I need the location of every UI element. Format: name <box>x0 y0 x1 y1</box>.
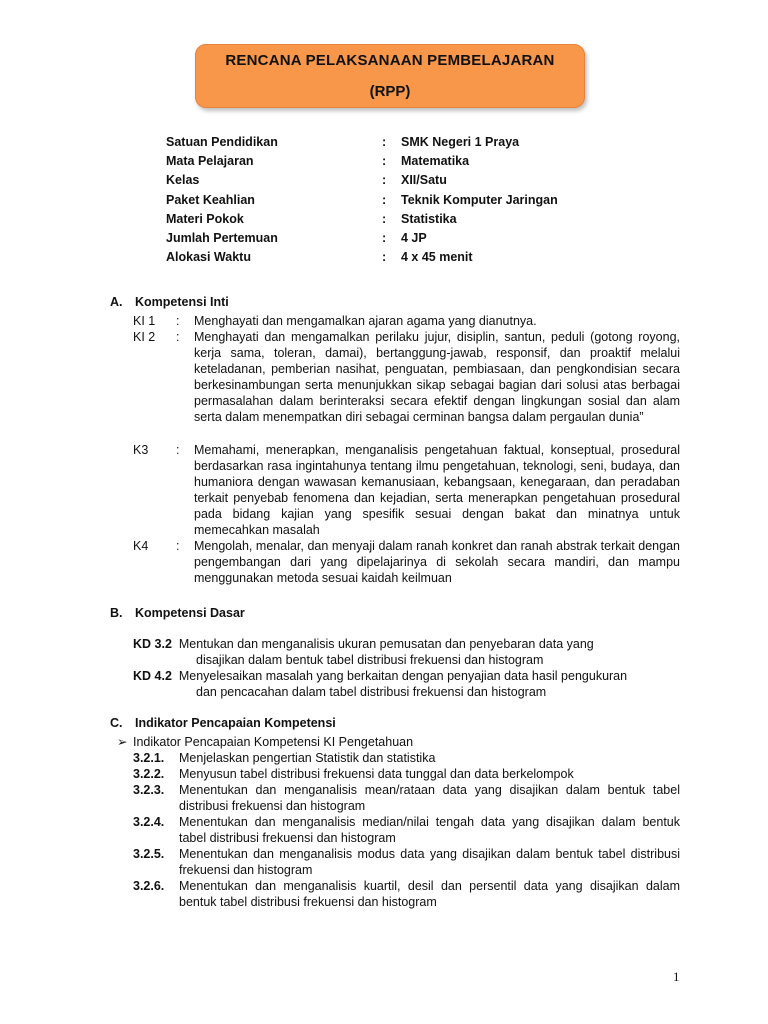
indicator-text: Menentukan dan menganalisis modus data yang disajikan dalam bentuk tabel distribusi frekuensi dan histogram <box>179 847 680 877</box>
document-title: RENCANA PELAKSANAAN PEMBELAJARAN <box>225 52 555 69</box>
identity-label: Satuan Pendidikan <box>166 135 278 149</box>
kd-text-line2: dan pencacahan dalam tabel distribusi frekuensi dan histogram <box>196 685 547 699</box>
indicator-number: 3.2.4. <box>133 815 165 829</box>
kd-text-line2: disajikan dalam bentuk tabel distribusi frekuensi dan histogram <box>196 653 544 667</box>
ki-colon: : <box>176 330 180 344</box>
ki-text: Menghayati dan mengamalkan ajaran agama yang dianutnya. <box>194 314 537 328</box>
indicator-text: Menentukan dan menganalisis mean/rataan data yang disajikan dalam bentuk tabel distribusi frekuensi dan histogram <box>179 783 680 813</box>
identity-label: Jumlah Pertemuan <box>166 230 278 245</box>
section-letter: C. <box>110 716 123 730</box>
kd-code: KD 3.2 <box>133 637 172 651</box>
identity-value: Teknik Komputer Jaringan <box>401 192 558 207</box>
indicator-text: Menjelaskan pengertian Statistik dan statistika <box>179 751 436 765</box>
indicator-item <box>133 750 680 766</box>
ki-code: KI 1 <box>133 314 156 328</box>
identity-colon: : <box>382 192 387 207</box>
indicator-number: 3.2.2. <box>133 767 165 781</box>
identity-value: Matematika <box>401 154 470 169</box>
indicator-subheading-text: Indikator Pencapaian Kompetensi KI Pengetahuan <box>133 735 414 749</box>
indicator-item <box>133 878 680 910</box>
indicator-number: 3.2.3. <box>133 783 165 797</box>
ki-text: Memahami, menerapkan, menganalisis pengetahuan faktual, konseptual, prosedural berdasarkan rasa ingintahunya tentang ilmu pengetahuan, teknologi, seni, budaya, dan humaniora dengan wawasan kemanusiaan, kebangsaan, kenegaraan, dan peradaban terkait penyebab fenomena dan kejadian, serta menerapkan pengetahuan prosedural pada bidang kajian yang spesifik sesuai dengan bakat dan minatnya untuk memecahkan masalah <box>194 443 680 537</box>
identity-value: 4 JP <box>401 230 427 245</box>
section-title: Kompetensi Inti <box>135 295 229 309</box>
arrow-bullet-icon: ➢ <box>117 735 128 749</box>
indicator-item <box>133 782 680 814</box>
identity-colon: : <box>382 211 387 226</box>
indicator-item <box>133 846 680 878</box>
indicator-number: 3.2.1. <box>133 751 165 765</box>
ki-item <box>133 330 680 425</box>
kd-text-line1: Mentukan dan menganalisis ukuran pemusatan dan penyebaran data yang <box>178 637 594 651</box>
identity-colon: : <box>382 154 387 169</box>
kd-text-line1: Menyelesaikan masalah yang berkaitan dengan penyajian data hasil pengukuran <box>178 669 628 683</box>
identity-value: Statistika <box>401 211 457 226</box>
identity-label: Alokasi Waktu <box>166 250 251 265</box>
title-banner <box>195 44 585 108</box>
kd-code: KD 4.2 <box>133 669 172 683</box>
indicator-number: 3.2.6. <box>133 879 165 893</box>
ki-code: K4 <box>133 539 149 553</box>
ki-colon: : <box>176 539 180 553</box>
identity-colon: : <box>382 230 387 245</box>
identity-colon: : <box>382 173 387 188</box>
identity-colon: : <box>382 250 387 265</box>
identity-label: Kelas <box>166 173 200 188</box>
document-subtitle: (RPP) <box>369 83 411 100</box>
ki-code: KI 2 <box>133 330 156 344</box>
ki-text: Mengolah, menalar, dan menyaji dalam ranah konkret dan ranah abstrak terkait dengan pengembangan dari yang dipelajarinya di sekolah secara mandiri, dan mampu menggunakan metoda sesuai kaidah keilmuan <box>194 539 680 585</box>
kd-item <box>133 668 680 700</box>
indicator-number: 3.2.5. <box>133 847 165 861</box>
indicator-text: Menentukan dan menganalisis kuartil, desil dan persentil data yang disajikan dalam bentuk tabel distribusi frekuensi dan histogram <box>179 879 680 909</box>
page-number: 1 <box>673 969 680 984</box>
ki-colon: : <box>176 314 180 328</box>
identity-colon: : <box>382 135 387 149</box>
section-letter: A. <box>110 295 123 309</box>
identity-label: Paket Keahlian <box>166 192 255 207</box>
indicator-text: Menentukan dan menganalisis median/nilai tengah data yang disajikan dalam bentuk tabel distribusi frekuensi dan histogram <box>179 815 680 845</box>
kd-item <box>133 636 680 668</box>
identity-label: Materi Pokok <box>166 211 244 226</box>
ki-item <box>133 443 680 538</box>
ki-item <box>133 314 680 330</box>
ki-text: Menghayati dan mengamalkan perilaku jujur, disiplin, santun, peduli (gotong royong, kerja sama, toleran, damai), bertanggung-jawab, responsif, dan proaktif melalui keteladanan, pemberian nasihat, penguatan, pembiasaan, dan pengkondisian secara berkesinambungan serta menunjukkan sikap sebagai bagian dari solusi atas berbagai permasalahan dalam berinteraksi secara efektif dengan lingkungan sosial dan alam serta dalam menempatkan diri sebagai cerminan bangsa dalam pergaulan dunia” <box>194 330 680 424</box>
section-title: Kompetensi Dasar <box>135 606 245 620</box>
identity-label: Mata Pelajaran <box>166 154 254 169</box>
identity-value: SMK Negeri 1 Praya <box>401 135 520 149</box>
indicator-item <box>133 814 680 846</box>
section-title: Indikator Pencapaian Kompetensi <box>135 716 336 730</box>
identity-value: XII/Satu <box>401 173 447 188</box>
indicator-item <box>133 766 680 782</box>
indicator-subheading <box>117 734 413 749</box>
identity-value: 4 x 45 menit <box>401 250 473 265</box>
indicator-text: Menyusun tabel distribusi frekuensi data tunggal dan data berkelompok <box>179 767 574 781</box>
section-letter: B. <box>110 606 123 620</box>
ki-colon: : <box>176 443 180 457</box>
ki-item <box>133 539 680 587</box>
ki-code: K3 <box>133 443 149 457</box>
